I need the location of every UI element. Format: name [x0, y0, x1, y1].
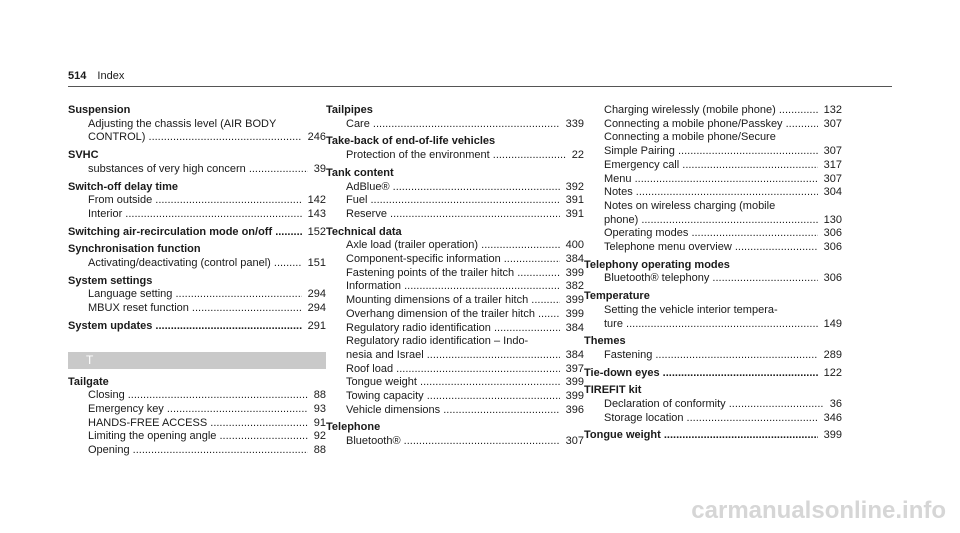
entry-text: Fuel ..... — [346, 194, 560, 208]
entry-page: 307 — [823, 172, 842, 185]
index-entry — [326, 253, 584, 267]
entry-page: 384 — [565, 348, 584, 361]
entry-text: CONTROL) ..... — [88, 131, 302, 145]
entry-page: 306 — [823, 241, 842, 254]
entry-page: 400 — [565, 239, 584, 252]
group-heading: Tailpipes — [326, 104, 373, 116]
entry-text: Storage location ..... — [604, 412, 818, 426]
entry-text: Notes on wireless charging (mobile — [604, 199, 776, 212]
entry-page: 392 — [565, 180, 584, 193]
entry-text: Care ..... — [346, 118, 560, 132]
entry-text: Fastening ..... — [604, 349, 818, 363]
index-group — [584, 367, 842, 381]
index-entry — [68, 444, 326, 458]
index-entry — [326, 194, 584, 208]
index-group — [584, 259, 842, 286]
entry-text: Simple Pairing ..... — [604, 145, 818, 159]
entry-text: nesia and Israel ..... — [346, 349, 560, 363]
entry-page: 39 — [313, 162, 326, 175]
index-entry — [326, 239, 584, 253]
entry-page: 149 — [823, 317, 842, 330]
index-group — [584, 290, 842, 331]
entry-text: Operating modes ..... — [604, 227, 818, 241]
index-entry — [326, 181, 584, 195]
page-section-title: Index — [97, 70, 125, 82]
entry-page: 92 — [313, 430, 326, 443]
index-group — [68, 275, 326, 316]
entry-page: 152 — [307, 225, 326, 238]
index-entry — [68, 208, 326, 222]
entry-page: 130 — [823, 213, 842, 226]
entry-text: Tie-down eyes ..... — [584, 367, 818, 381]
index-group — [68, 243, 326, 270]
index-group — [584, 104, 842, 255]
index-group — [68, 226, 326, 240]
index-entry — [584, 318, 842, 332]
entry-page: 142 — [307, 194, 326, 207]
index-entry — [584, 104, 842, 118]
group-heading: Telephony operating modes — [584, 258, 730, 271]
index-entry — [68, 257, 326, 271]
index-entry — [326, 267, 584, 281]
entry-text: Component-specific information ..... — [346, 253, 560, 267]
index-entry — [68, 430, 326, 444]
index-entry — [584, 118, 842, 132]
index-group — [326, 167, 584, 222]
entry-text: Bluetooth® telephony ..... — [604, 272, 818, 286]
index-entry — [584, 145, 842, 159]
entry-page: 399 — [565, 376, 584, 389]
entry-text: Language setting ..... — [88, 288, 302, 302]
index-entry — [326, 404, 584, 418]
index-group — [68, 181, 326, 222]
index-entry-heading — [584, 429, 842, 443]
index-entry — [584, 159, 842, 173]
index-entry — [584, 214, 842, 228]
index-entry — [326, 335, 584, 349]
entry-text: Telephone menu overview ..... — [604, 241, 818, 255]
entry-text: AdBlue® ..... — [346, 181, 560, 195]
index-entry — [584, 131, 842, 145]
entry-text: Axle load (trailer operation) ..... — [346, 239, 560, 253]
entry-text: Mounting dimensions of a trailer hitch ..... — [346, 294, 560, 308]
group-heading: Telephone — [326, 421, 381, 434]
entry-page: 122 — [823, 366, 842, 379]
index-group — [326, 135, 584, 162]
index-entry-heading — [68, 320, 326, 334]
index-entry — [326, 280, 584, 294]
entry-page: 391 — [565, 207, 584, 220]
entry-page: 399 — [823, 429, 842, 442]
entry-page: 306 — [823, 272, 842, 285]
entry-text: From outside ..... — [88, 194, 302, 208]
index-entry — [584, 272, 842, 286]
index-group — [68, 376, 326, 458]
entry-text: phone) ..... — [604, 214, 818, 228]
index-entry — [584, 349, 842, 363]
entry-text: Declaration of conformity ..... — [604, 398, 824, 412]
group-heading: Suspension — [68, 104, 131, 116]
index-entry — [584, 304, 842, 318]
index-group — [68, 149, 326, 176]
index-entry — [584, 412, 842, 426]
index-entry — [68, 389, 326, 403]
index-entry — [68, 417, 326, 431]
entry-text: Reserve ..... — [346, 208, 560, 222]
entry-text: Activating/deactivating (control panel) ..... — [88, 257, 302, 271]
index-group — [584, 384, 842, 425]
group-heading: SVHC — [68, 149, 99, 162]
index-group — [584, 335, 842, 362]
index-entry — [326, 349, 584, 363]
entry-page — [836, 131, 842, 145]
index-entry — [326, 376, 584, 390]
index-entry — [68, 131, 326, 145]
entry-page: 88 — [313, 389, 326, 402]
page-header — [68, 70, 124, 82]
index-column-3 — [584, 104, 842, 447]
entry-page: 384 — [565, 253, 584, 266]
index-group — [584, 429, 842, 443]
index-entry — [68, 288, 326, 302]
entry-page: 88 — [313, 444, 326, 457]
entry-page: 339 — [565, 117, 584, 130]
entry-page — [836, 200, 842, 214]
entry-text: Regulatory radio identification – Indo- — [346, 335, 529, 348]
group-heading: System settings — [68, 274, 153, 287]
entry-text: Connecting a mobile phone/Passkey ..... — [604, 118, 818, 132]
entry-page: 396 — [565, 403, 584, 416]
index-entry — [326, 294, 584, 308]
entry-text: System updates ..... — [68, 320, 302, 334]
entry-text: Limiting the opening angle ..... — [88, 430, 308, 444]
index-entry — [584, 173, 842, 187]
entry-text: Charging wirelessly (mobile phone) ..... — [604, 104, 818, 118]
index-entry — [68, 403, 326, 417]
entry-text: Closing ..... — [88, 389, 308, 403]
entry-text: Notes ..... — [604, 186, 818, 200]
index-entry — [584, 200, 842, 214]
index-entry — [68, 194, 326, 208]
index-entry — [584, 227, 842, 241]
entry-page: 399 — [565, 266, 584, 279]
index-group — [68, 104, 326, 145]
entry-page: 132 — [823, 104, 842, 116]
entry-text: Menu ..... — [604, 173, 818, 187]
entry-page: 382 — [565, 280, 584, 293]
letter-banner: T — [68, 352, 326, 369]
index-entry — [326, 322, 584, 336]
entry-page: 289 — [823, 348, 842, 361]
entry-page: 397 — [565, 362, 584, 375]
entry-page: 317 — [823, 158, 842, 171]
entry-text: Switching air-recirculation mode on/off ..... — [68, 226, 302, 240]
index-entry — [326, 308, 584, 322]
entry-text: Bluetooth® ..... — [346, 435, 560, 449]
group-heading: Take-back of end-of-life vehicles — [326, 135, 496, 148]
index-entry — [326, 363, 584, 377]
entry-text: ture ..... — [604, 318, 818, 332]
index-group — [326, 421, 584, 448]
entry-page: 36 — [829, 398, 842, 411]
entry-page: 306 — [823, 227, 842, 240]
group-heading: Switch-off delay time — [68, 180, 179, 193]
entry-text: Emergency key ..... — [88, 403, 308, 417]
entry-page: 399 — [565, 294, 584, 307]
entry-page — [836, 304, 842, 318]
entry-text: Regulatory radio identification ..... — [346, 322, 560, 336]
index-entry — [584, 186, 842, 200]
entry-page: 399 — [565, 307, 584, 320]
entry-page: 246 — [307, 131, 326, 144]
index-group — [326, 226, 584, 418]
entry-text: Fastening points of the trailer hitch ..... — [346, 267, 560, 281]
index-entry — [326, 118, 584, 132]
entry-page: 93 — [313, 402, 326, 415]
index-entry — [584, 398, 842, 412]
index-entry — [68, 118, 326, 132]
entry-page: 346 — [823, 411, 842, 424]
entry-page: 304 — [823, 186, 842, 199]
entry-text: Tongue weight ..... — [346, 376, 560, 390]
header-divider — [68, 86, 892, 87]
index-entry — [68, 163, 326, 177]
entry-text: Emergency call ..... — [604, 159, 818, 173]
entry-page: 294 — [307, 288, 326, 301]
index-entry — [326, 149, 584, 163]
index-column-1 — [68, 104, 326, 462]
entry-page: 399 — [565, 390, 584, 403]
entry-text: Overhang dimension of the trailer hitch ..... — [346, 308, 560, 322]
index-entry — [326, 435, 584, 449]
group-heading: Tank content — [326, 166, 394, 179]
index-entry — [326, 208, 584, 222]
index-entry — [326, 390, 584, 404]
entry-page: 307 — [823, 117, 842, 130]
index-entry-heading — [584, 367, 842, 381]
group-heading: Synchronisation function — [68, 243, 201, 256]
entry-text: Protection of the environment ..... — [346, 149, 566, 163]
entry-page: 391 — [565, 194, 584, 207]
entry-text: Information ..... — [346, 280, 560, 294]
entry-page: 91 — [313, 416, 326, 429]
watermark: carmanualsonline.info — [691, 497, 946, 524]
entry-page: 291 — [307, 319, 326, 332]
entry-text: MBUX reset function ..... — [88, 302, 302, 316]
entry-text: Setting the vehicle interior tempera- — [604, 303, 778, 316]
entry-page: 151 — [307, 257, 326, 270]
index-column-2 — [326, 104, 584, 453]
entry-text: substances of very high concern ..... — [88, 163, 308, 177]
index-entry — [584, 241, 842, 255]
group-heading: Technical data — [326, 225, 402, 238]
entry-text: Roof load ..... — [346, 363, 560, 377]
entry-text: Opening ..... — [88, 444, 308, 458]
group-heading: Tailgate — [68, 375, 109, 388]
entry-text: Adjusting the chassis level (AIR BODY — [88, 117, 277, 130]
group-heading: TIREFIT kit — [584, 384, 642, 397]
entry-page: 307 — [823, 145, 842, 158]
entry-page: 22 — [571, 149, 584, 162]
entry-page: 307 — [565, 435, 584, 448]
entry-text: Connecting a mobile phone/Secure — [604, 131, 776, 144]
group-heading: Temperature — [584, 290, 650, 303]
entry-page: 143 — [307, 207, 326, 220]
page-number: 514 — [68, 70, 87, 82]
entry-text: HANDS-FREE ACCESS ..... — [88, 417, 308, 431]
entry-text: Towing capacity ..... — [346, 390, 560, 404]
group-heading: Themes — [584, 335, 626, 348]
index-group — [326, 104, 584, 131]
entry-text: Vehicle dimensions ..... — [346, 404, 560, 418]
entry-page: 384 — [565, 321, 584, 334]
index-entry-heading — [68, 226, 326, 240]
index-group — [68, 320, 326, 334]
index-entry — [68, 302, 326, 316]
entry-page: 294 — [307, 302, 326, 315]
entry-text: Interior ..... — [88, 208, 302, 222]
entry-text: Tongue weight ..... — [584, 429, 818, 443]
